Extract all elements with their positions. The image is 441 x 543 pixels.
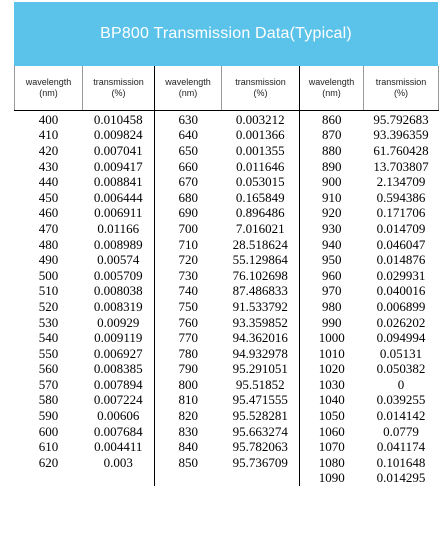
table-row: [15, 377, 439, 393]
wavelength-cell: 600: [38, 423, 59, 439]
table-row: [15, 315, 439, 331]
header-name: wavelength: [165, 77, 211, 87]
header-unit: (%): [253, 88, 268, 98]
wavelength-cell: [155, 471, 222, 487]
wavelength-cell: 750: [178, 298, 198, 314]
wavelength-cell: 400: [38, 111, 59, 127]
wavelength-cell: 680: [178, 189, 198, 205]
header-name: transmission: [235, 77, 286, 87]
transmission-cell: [83, 471, 155, 487]
table-row: [15, 408, 439, 424]
transmission-cell: 0.050382: [376, 361, 426, 377]
wavelength-cell: 790: [178, 361, 198, 377]
transmission-cell: 0.007224: [83, 393, 155, 409]
wavelength-cell: 560: [38, 361, 59, 377]
wavelength-cell: 670: [178, 174, 198, 190]
wavelength-cell: 780: [178, 345, 198, 361]
table-row: [15, 424, 439, 440]
transmission-cell: 0.165849: [222, 190, 300, 206]
transmission-cell: 87.486833: [222, 284, 300, 300]
table-row: [15, 268, 439, 284]
transmission-cell: 0.171706: [376, 205, 426, 221]
wavelength-cell: 640: [178, 127, 198, 143]
transmission-cell: 0.006444: [83, 190, 155, 206]
wavelength-cell: 810: [178, 392, 198, 408]
wavelength-cell: 420: [38, 142, 59, 158]
transmission-cell: 0.006911: [83, 206, 155, 222]
transmission-cell: 0.053015: [222, 174, 300, 190]
wavelength-header: [300, 66, 364, 111]
transmission-cell: 0.007684: [83, 424, 155, 440]
wavelength-cell: 540: [38, 330, 59, 346]
table-row: [15, 393, 439, 409]
table-row: [15, 111, 439, 128]
wavelength-cell: 1080: [318, 454, 345, 470]
table-row: [15, 346, 439, 362]
table-row: [15, 190, 439, 206]
transmission-cell: 0.05131: [379, 345, 423, 361]
transmission-cell: 0.039255: [376, 392, 426, 408]
transmission-cell: 93.396359: [373, 127, 429, 143]
wavelength-cell: 730: [178, 267, 198, 283]
transmission-cell: 0.009119: [83, 330, 155, 346]
wavelength-cell: 620: [38, 454, 59, 470]
transmission-cell: 94.932978: [222, 346, 300, 362]
table-header-row: [15, 66, 439, 111]
wavelength-cell: 430: [38, 158, 59, 174]
wavelength-cell: 1070: [318, 439, 345, 455]
wavelength-cell: 1040: [318, 392, 345, 408]
wavelength-cell: 1000: [318, 330, 345, 346]
transmission-cell: 0.010458: [83, 111, 155, 128]
transmission-cell: 0.00929: [83, 315, 155, 331]
header-unit: (%): [111, 88, 126, 98]
transmission-cell: 0.014709: [376, 220, 426, 236]
header-unit: (nm): [178, 88, 198, 98]
transmission-cell: 0.094994: [376, 330, 426, 346]
header-unit: (nm): [322, 88, 341, 98]
transmission-cell: 0.006927: [83, 346, 155, 362]
transmission-cell: 0.01166: [83, 221, 155, 237]
wavelength-cell: 1050: [318, 408, 345, 424]
transmission-data-sheet: [14, 2, 438, 486]
table-title: BP800 Transmission Data(Typical): [14, 2, 438, 66]
transmission-cell: 0.014142: [376, 408, 426, 424]
table-row: [15, 159, 439, 175]
wavelength-cell: 950: [322, 252, 342, 268]
transmission-cell: 7.016021: [222, 221, 300, 237]
transmission-cell: 95.291051: [222, 362, 300, 378]
transmission-cell: 0.594386: [376, 189, 426, 205]
table-row: [15, 128, 439, 144]
wavelength-cell: 690: [178, 205, 198, 221]
wavelength-cell: 860: [322, 111, 342, 127]
transmission-cell: 95.471555: [222, 393, 300, 409]
wavelength-cell: 920: [322, 205, 342, 221]
wavelength-cell: 850: [178, 454, 198, 470]
header-unit: (nm): [39, 88, 58, 98]
wavelength-cell: 580: [38, 392, 59, 408]
wavelength-cell: 990: [322, 314, 342, 330]
wavelength-header: [15, 66, 83, 111]
transmission-header: [83, 66, 155, 111]
table-row: [15, 471, 439, 487]
header-name: wavelength: [25, 77, 72, 87]
transmission-cell: 93.359852: [222, 315, 300, 331]
wavelength-cell: 590: [38, 408, 59, 424]
transmission-cell: 0.005709: [83, 268, 155, 284]
wavelength-cell: 500: [38, 267, 59, 283]
wavelength-cell: 410: [38, 127, 59, 143]
transmission-cell: 91.533792: [222, 299, 300, 315]
transmission-cell: 0.007041: [83, 143, 155, 159]
table-row: [15, 143, 439, 159]
transmission-cell: 0.041174: [376, 439, 426, 455]
wavelength-cell: 970: [322, 283, 342, 299]
transmission-cell: 0.006899: [376, 298, 426, 314]
wavelength-cell: 960: [322, 267, 342, 283]
wavelength-cell: 550: [38, 345, 59, 361]
wavelength-cell: 530: [38, 314, 59, 330]
transmission-cell: 0.008038: [83, 284, 155, 300]
transmission-cell: 61.760428: [373, 142, 429, 158]
table-body: [15, 111, 439, 487]
wavelength-cell: 470: [38, 220, 59, 236]
wavelength-cell: 650: [178, 142, 198, 158]
transmission-cell: 0.0779: [383, 423, 419, 439]
wavelength-cell: 630: [178, 111, 198, 127]
wavelength-cell: 480: [38, 236, 59, 252]
table-row: [15, 455, 439, 471]
wavelength-cell: 450: [38, 189, 59, 205]
wavelength-cell: 910: [322, 189, 342, 205]
transmission-cell: 0.040016: [376, 283, 426, 299]
wavelength-cell: 880: [322, 142, 342, 158]
table-row: [15, 206, 439, 222]
transmission-cell: 0.001366: [222, 128, 300, 144]
wavelength-cell: 900: [322, 174, 342, 190]
transmission-header: [222, 66, 300, 111]
transmission-cell: 95.736709: [222, 455, 300, 471]
header-name: transmission: [93, 77, 144, 87]
wavelength-cell: [15, 471, 83, 487]
transmission-cell: 76.102698: [222, 268, 300, 284]
wavelength-cell: 510: [38, 283, 59, 299]
transmission-cell: 95.663274: [222, 424, 300, 440]
transmission-cell: 0: [397, 376, 405, 392]
transmission-cell: 28.518624: [222, 237, 300, 253]
transmission-cell: 0.046047: [376, 236, 426, 252]
wavelength-cell: 740: [178, 283, 198, 299]
transmission-header: [364, 66, 439, 111]
transmission-table: [14, 66, 439, 486]
table-row: [15, 174, 439, 190]
wavelength-cell: 660: [178, 158, 198, 174]
transmission-cell: 0.014876: [376, 252, 426, 268]
transmission-cell: 0.896486: [222, 206, 300, 222]
table-row: [15, 299, 439, 315]
transmission-cell: 95.782063: [222, 439, 300, 455]
wavelength-cell: 490: [38, 252, 59, 268]
transmission-cell: 55.129864: [222, 252, 300, 268]
header-name: transmission: [375, 77, 427, 87]
transmission-cell: 0.026202: [376, 314, 426, 330]
transmission-cell: 0.007894: [83, 377, 155, 393]
transmission-cell: 0.009824: [83, 128, 155, 144]
transmission-cell: 0.001355: [222, 143, 300, 159]
transmission-cell: 2.134709: [376, 174, 426, 190]
wavelength-cell: 720: [178, 252, 198, 268]
wavelength-cell: 610: [38, 439, 59, 455]
transmission-cell: 0.101648: [376, 454, 426, 470]
transmission-cell: 0.003: [83, 455, 155, 471]
wavelength-cell: 890: [322, 158, 342, 174]
wavelength-cell: 460: [38, 205, 59, 221]
wavelength-cell: 930: [322, 220, 342, 236]
transmission-cell: 0.008989: [83, 237, 155, 253]
transmission-cell: 0.008385: [83, 362, 155, 378]
wavelength-cell: 1020: [318, 361, 345, 377]
transmission-cell: 0.009417: [83, 159, 155, 175]
wavelength-cell: 570: [38, 376, 59, 392]
wavelength-cell: 870: [322, 127, 342, 143]
transmission-cell: 0.008319: [83, 299, 155, 315]
wavelength-cell: 1060: [318, 423, 345, 439]
wavelength-cell: 1030: [318, 376, 345, 392]
wavelength-cell: 830: [178, 423, 198, 439]
transmission-cell: 0.008841: [83, 174, 155, 190]
wavelength-cell: 980: [322, 298, 342, 314]
wavelength-cell: 1090: [318, 470, 345, 486]
wavelength-cell: 520: [38, 298, 59, 314]
transmission-cell: 0.003212: [222, 111, 300, 128]
transmission-cell: 0.014295: [376, 470, 426, 486]
wavelength-cell: 940: [322, 236, 342, 252]
wavelength-cell: 700: [178, 220, 198, 236]
header-unit: (%): [394, 88, 408, 98]
table-row: [15, 439, 439, 455]
table-row: [15, 237, 439, 253]
transmission-cell: 95.51852: [222, 377, 300, 393]
wavelength-header: [155, 66, 222, 111]
table-row: [15, 252, 439, 268]
wavelength-cell: 800: [178, 376, 198, 392]
table-row: [15, 330, 439, 346]
transmission-cell: 95.528281: [222, 408, 300, 424]
wavelength-cell: 820: [178, 408, 198, 424]
table-row: [15, 221, 439, 237]
transmission-cell: 0.00606: [83, 408, 155, 424]
transmission-cell: 95.792683: [373, 111, 429, 127]
table-row: [15, 284, 439, 300]
transmission-cell: 0.004411: [83, 439, 155, 455]
table-row: [15, 362, 439, 378]
transmission-cell: 0.011646: [222, 159, 300, 175]
header-name: wavelength: [308, 77, 355, 87]
wavelength-cell: 440: [38, 174, 59, 190]
transmission-cell: [222, 471, 300, 487]
transmission-cell: 94.362016: [222, 330, 300, 346]
wavelength-cell: 840: [178, 439, 198, 455]
transmission-cell: 0.029931: [376, 267, 426, 283]
transmission-cell: 13.703807: [373, 158, 429, 174]
wavelength-cell: 1010: [318, 345, 345, 361]
wavelength-cell: 770: [178, 330, 198, 346]
wavelength-cell: 710: [178, 236, 198, 252]
wavelength-cell: 760: [178, 314, 198, 330]
transmission-cell: 0.00574: [83, 252, 155, 268]
